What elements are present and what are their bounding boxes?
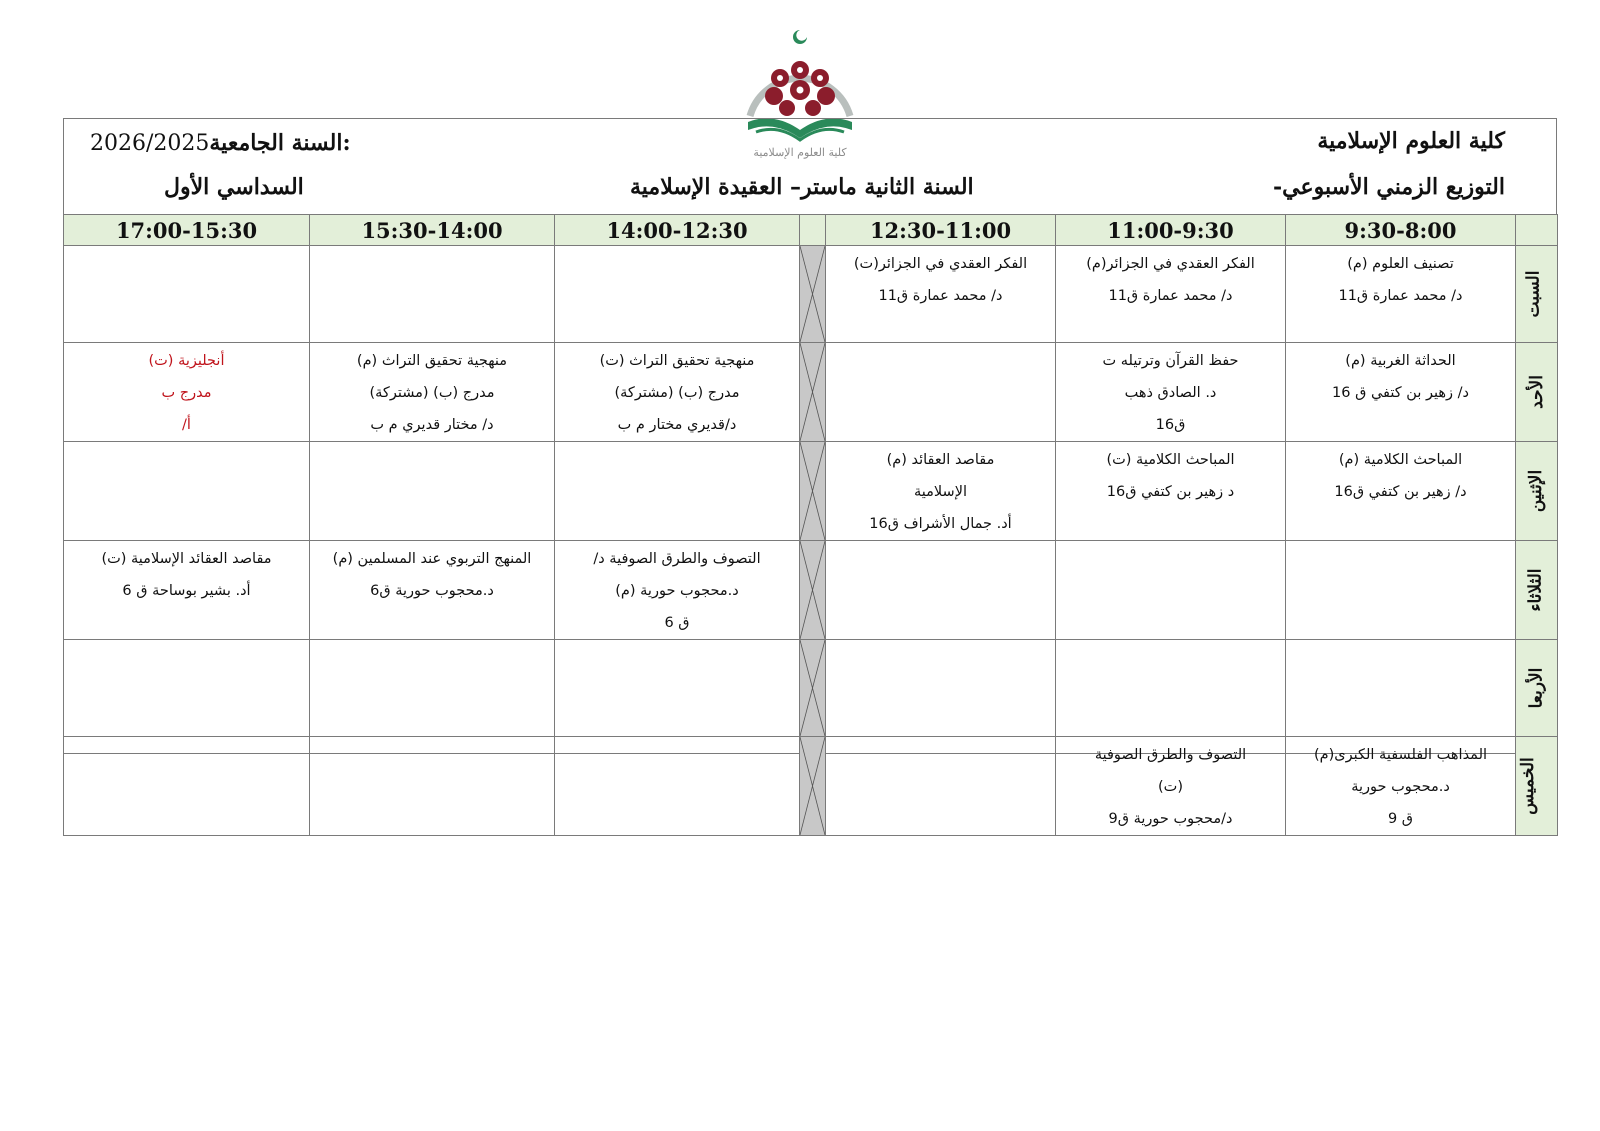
crossed-break-icon <box>800 442 825 540</box>
session-cell <box>555 541 800 640</box>
crossed-break-icon <box>800 640 825 736</box>
crossed-break-icon <box>800 343 825 441</box>
session-line: د/ محمد عمارة ق11 <box>1108 288 1233 304</box>
session-cell <box>1286 737 1516 836</box>
session-line: ق 9 <box>1387 811 1414 828</box>
day-label-cell <box>1516 246 1558 343</box>
session-cell <box>555 343 800 442</box>
session-line: د.محجوب حورية <box>1351 779 1450 796</box>
session-cell <box>1286 442 1516 541</box>
day-name: الأربعا <box>1526 667 1547 709</box>
day-label-cell <box>1516 737 1558 836</box>
session-line: أد. جمال الأشراف ق16 <box>869 516 1012 533</box>
session-cell <box>64 246 310 343</box>
schedule-table <box>63 214 1558 836</box>
time-slot-5: 15:30-14:00 <box>310 215 555 246</box>
academic-year-value: 2026/2025 <box>90 131 210 156</box>
session-cell <box>826 640 1056 737</box>
crossed-break-icon <box>800 246 825 342</box>
session-cell <box>310 640 555 737</box>
session-line: د زهير بن كتفي ق16 <box>1106 484 1235 501</box>
academic-year-label: السنة الجامعية: <box>209 130 351 156</box>
header-row <box>64 215 1558 246</box>
session-line: د/ مختار قديري م ب <box>370 417 494 434</box>
session-line: حفظ القرآن وترتيله ت <box>1102 353 1239 370</box>
session-cell <box>1056 343 1286 442</box>
session-line: د.محجوب حورية (م) <box>615 583 739 600</box>
break-cell <box>800 343 826 442</box>
session-line: د/ محمد عمارة ق11 <box>878 288 1003 304</box>
crossed-break-icon <box>800 737 825 835</box>
day-row <box>64 640 1558 737</box>
time-slot-2: 11:00-9:30 <box>1056 215 1286 246</box>
day-label-cell <box>1516 541 1558 640</box>
day-name: الخميس <box>1518 757 1539 816</box>
session-cell <box>1286 246 1516 343</box>
session-line: تصنيف العلوم (م) <box>1347 256 1454 272</box>
time-slot-6: 17:00-15:30 <box>64 215 310 246</box>
corner-cell <box>1516 215 1558 246</box>
session-line: د/ زهير بن كتفي ق 16 <box>1332 385 1469 402</box>
break-cell <box>800 737 826 836</box>
session-line: المباحث الكلامية (ت) <box>1106 452 1235 469</box>
session-cell <box>826 246 1056 343</box>
session-line: الفكر العقدي في الجزائر(ت) <box>853 256 1028 272</box>
day-name: الأحد <box>1526 375 1547 410</box>
session-line: منهجية تحقيق التراث (ت) <box>599 353 755 370</box>
program-title: السنة الثانية ماستر– العقيدة الإسلامية <box>630 174 974 200</box>
session-line: مدرج (ب) (مشتركة) <box>614 385 740 402</box>
session-line: د/قديري مختار م ب <box>617 417 737 434</box>
session-line: أنجليزية (ت) <box>148 353 225 370</box>
institution-name: كلية العلوم الإسلامية <box>1317 128 1505 154</box>
session-line: المباحث الكلامية (م) <box>1338 452 1463 469</box>
session-cell <box>1286 640 1516 737</box>
day-label-cell <box>1516 640 1558 737</box>
session-cell <box>826 737 1056 836</box>
session-line: مدرج ب <box>161 385 212 402</box>
session-cell <box>1286 343 1516 442</box>
session-line: المنهج التربوي عند المسلمين (م) <box>332 551 532 568</box>
day-name: السبت <box>1523 270 1544 318</box>
session-line: أ/ <box>182 417 191 434</box>
time-slot-3: 12:30-11:00 <box>826 215 1056 246</box>
break-cell <box>800 541 826 640</box>
session-cell <box>64 442 310 541</box>
session-line: الإسلامية <box>913 484 967 501</box>
break-cell <box>800 246 826 343</box>
time-slot-1: 9:30-8:00 <box>1286 215 1516 246</box>
session-cell <box>555 246 800 343</box>
session-cell <box>1056 737 1286 836</box>
break-header <box>800 215 826 246</box>
session-cell <box>1056 442 1286 541</box>
session-line: الحداثة الغربية (م) <box>1345 353 1456 370</box>
day-label-cell <box>1516 343 1558 442</box>
break-cell <box>800 442 826 541</box>
session-cell <box>310 442 555 541</box>
session-cell <box>64 737 310 836</box>
session-line: المذاهب الفلسفية الكبرى(م) <box>1313 747 1488 764</box>
session-line: (ت) <box>1158 779 1183 796</box>
day-row <box>64 246 1558 343</box>
day-name: الإثنين <box>1525 469 1546 513</box>
session-cell <box>555 737 800 836</box>
session-line: التصوف والطرق الصوفية <box>1094 747 1247 764</box>
session-cell <box>555 442 800 541</box>
session-line: الفكر العقدي في الجزائر(م) <box>1086 256 1255 272</box>
session-cell <box>826 343 1056 442</box>
session-line: أد. بشير بوساحة ق 6 <box>122 583 251 600</box>
session-cell <box>555 640 800 737</box>
session-cell <box>64 343 310 442</box>
day-row <box>64 737 1558 836</box>
session-line: منهجية تحقيق التراث (م) <box>356 353 508 370</box>
session-cell <box>1056 246 1286 343</box>
session-cell <box>1286 541 1516 640</box>
day-row <box>64 343 1558 442</box>
day-name: الثلاثاء <box>1525 568 1546 612</box>
session-cell <box>64 541 310 640</box>
day-row <box>64 541 1558 640</box>
session-cell <box>1056 541 1286 640</box>
break-cell <box>800 640 826 737</box>
academic-year <box>90 130 351 156</box>
session-line: التصوف والطرق الصوفية د/ <box>593 551 761 568</box>
semester-title: السداسي الأول <box>164 174 304 200</box>
time-slot-4: 14:00-12:30 <box>555 215 800 246</box>
session-cell <box>310 541 555 640</box>
session-cell <box>310 343 555 442</box>
session-line: ق 6 <box>664 615 690 632</box>
session-cell <box>826 541 1056 640</box>
session-line: د/محجوب حورية ق9 <box>1108 811 1233 828</box>
session-line: ق16 <box>1155 417 1186 434</box>
session-cell <box>310 246 555 343</box>
crossed-break-icon <box>800 541 825 639</box>
session-line: د/ زهير بن كتفي ق16 <box>1334 484 1467 501</box>
session-line: مدرج (ب) (مشتركة) <box>369 385 495 402</box>
session-cell <box>1056 640 1286 737</box>
day-label-cell <box>1516 442 1558 541</box>
day-row <box>64 442 1558 541</box>
session-line: د.محجوب حورية ق6 <box>370 583 494 600</box>
logo-caption: كلية العلوم الإسلامية <box>753 146 847 159</box>
session-line: مقاصد العقائد الإسلامية (ت) <box>101 551 272 568</box>
session-line: د/ محمد عمارة ق11 <box>1338 288 1463 304</box>
session-cell <box>826 442 1056 541</box>
timetable-title: التوزيع الزمني الأسبوعي- <box>1273 174 1505 200</box>
session-cell <box>310 737 555 836</box>
session-line: مقاصد العقائد (م) <box>886 452 995 469</box>
session-line: د. الصادق ذهب <box>1124 385 1217 402</box>
session-cell <box>64 640 310 737</box>
